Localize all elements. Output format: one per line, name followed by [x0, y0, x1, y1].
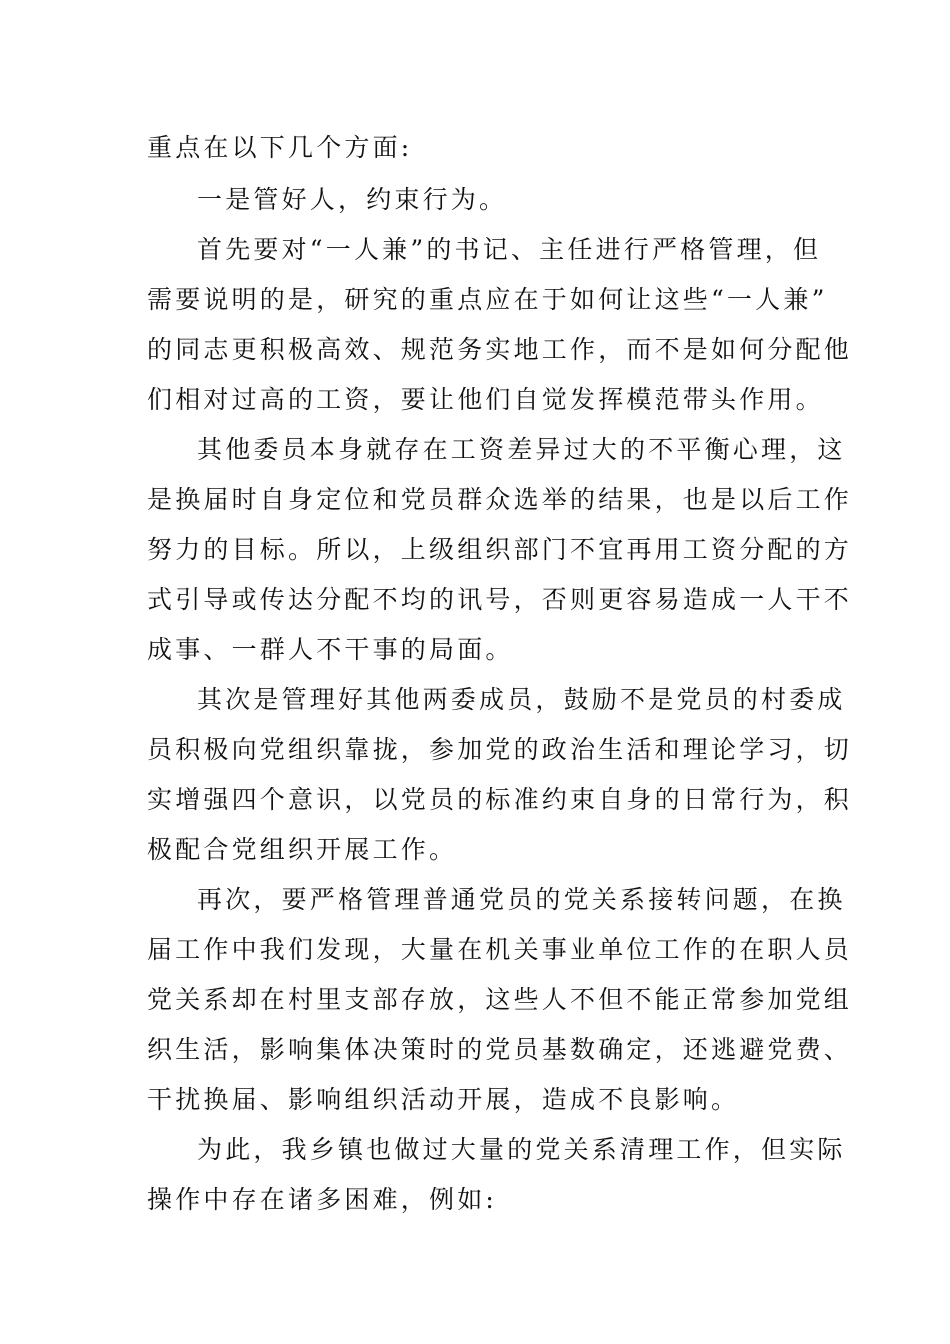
text-line: 为此，我乡镇也做过大量的党关系清理工作，但实际: [197, 1135, 846, 1164]
text-line: 操作中存在诸多困难，例如:: [147, 1185, 498, 1214]
text-line: 员积极向党组织靠拢，参加党的政治生活和理论学习，切: [147, 735, 853, 764]
text-line: 成事、一群人不干事的局面。: [147, 635, 514, 664]
text-line: 织生活，影响集体决策时的党员基数确定，还逃避党费、: [147, 1035, 853, 1064]
text-line: 干扰换届、影响组织活动开展，造成不良影响。: [147, 1085, 740, 1114]
text-line: 党关系却在村里支部存放，这些人不但不能正常参加党组: [147, 985, 853, 1014]
text-line: 其次是管理好其他两委成员，鼓励不是党员的村委成: [197, 685, 846, 714]
text-line: 首先要对“一人兼”的书记、主任进行严格管理，但: [197, 235, 822, 264]
text-line: 实增强四个意识，以党员的标准约束自身的日常行为，积: [147, 785, 853, 814]
text-line: 式引导或传达分配不均的讯号，否则更容易造成一人干不: [147, 585, 853, 614]
text-line: 重点在以下几个方面:: [147, 133, 413, 162]
text-line: 其他委员本身就存在工资差异过大的不平衡心理，这: [197, 435, 846, 464]
text-line: 再次，要严格管理普通党员的党关系接转问题，在换: [197, 885, 846, 914]
text-line: 的同志更积极高效、规范务实地工作，而不是如何分配他: [147, 335, 853, 364]
text-line: 们相对过高的工资，要让他们自觉发挥模范带头作用。: [147, 385, 824, 414]
text-line: 极配合党组织开展工作。: [147, 835, 458, 864]
text-line: 努力的目标。所以，上级组织部门不宜再用工资分配的方: [147, 535, 853, 564]
text-line: 届工作中我们发现，大量在机关事业单位工作的在职人员: [147, 935, 853, 964]
text-line: 是换届时自身定位和党员群众选举的结果，也是以后工作: [147, 485, 853, 514]
text-line: 需要说明的是，研究的重点应在于如何让这些“一人兼”: [147, 285, 828, 314]
text-line: 一是管好人，约束行为。: [197, 185, 508, 214]
